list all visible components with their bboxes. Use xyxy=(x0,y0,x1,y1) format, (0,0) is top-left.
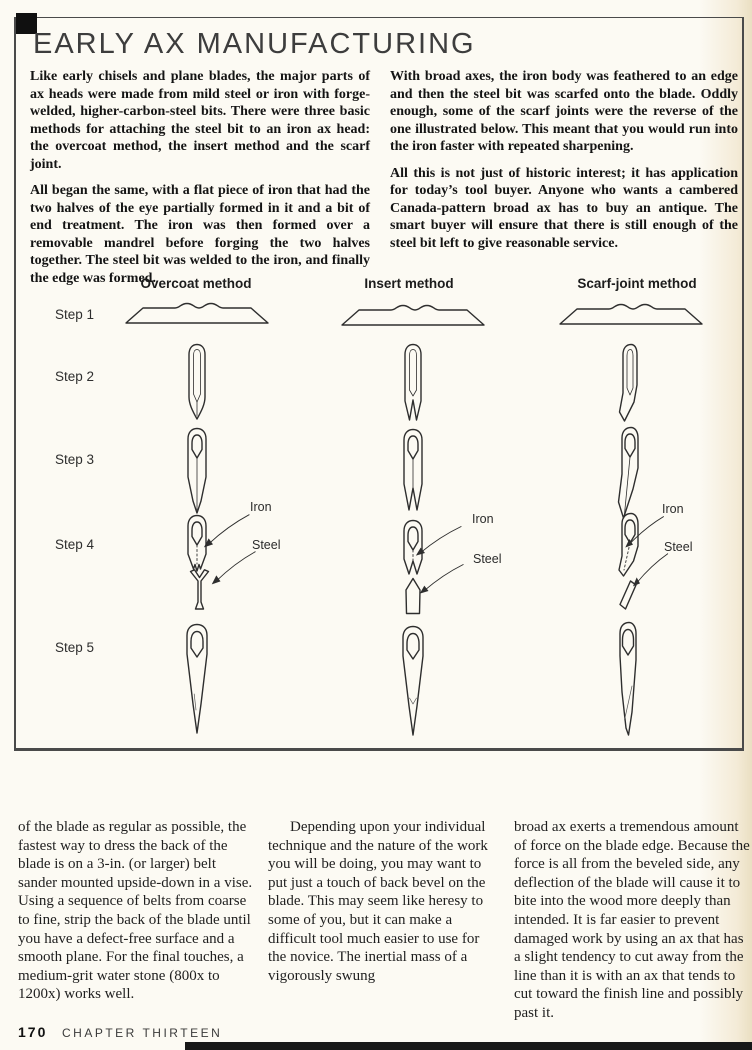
overcoat-step1-drawing xyxy=(122,301,272,327)
chapter-title: CHAPTER THIRTEEN xyxy=(62,1026,223,1040)
scarf-step3-drawing xyxy=(615,426,645,522)
intro-right-column xyxy=(390,68,738,296)
overcoat-step2-drawing xyxy=(184,343,210,421)
intro-left-column xyxy=(30,68,370,296)
iron-label: Iron xyxy=(472,512,494,526)
step-2-label: Step 2 xyxy=(55,369,95,384)
body-column-1: of the blade as regular as possible, the fastest way to dress the back of the blade is on a 3-in. (or larger) belt sander mounted upside-down in a vise. Using a sequence of belts from coarse to fine, strip the back of the blade until you have a defect-free surface and a smooth plane. For the final touches, a medium-grit water stone (800x to 1200x) works well. xyxy=(18,819,253,1003)
body-text xyxy=(18,818,750,1023)
steel-arrow xyxy=(416,562,466,596)
insert-step3-drawing xyxy=(398,428,428,516)
intro-paragraph: Like early chisels and plane blades, the major parts of ax heads were made from mild steel or iron with forge-welded, higher-carbon-steel bits. There were three basic methods for attaching the steel bit to an iron ax head: the overcoat method, the insert method and the scarf joint. xyxy=(30,69,370,172)
page-number: 170 xyxy=(18,1024,48,1040)
intro-paragraph: All this is not just of historic interest; it has application for today’s tool buyer. Anyone who wants a cambered Canada-pattern broad ax has to buy an antique. The smart buyer will ensure that there is still enough of the steel bit left to give reasonable service. xyxy=(390,165,738,251)
iron-label: Iron xyxy=(250,500,272,514)
insert-step1-drawing xyxy=(338,303,488,329)
scarf-step5-drawing xyxy=(612,620,646,738)
page-title: EARLY AX MANUFACTURING xyxy=(33,28,476,60)
column-header-insert: Insert method xyxy=(364,276,454,291)
overcoat-step5-drawing xyxy=(180,622,214,736)
iron-label: Iron xyxy=(662,502,684,516)
iron-arrow xyxy=(200,512,252,550)
column-header-overcoat: Overcoat method xyxy=(140,276,252,291)
column-header-scarf: Scarf-joint method xyxy=(577,276,697,291)
iron-arrow xyxy=(412,524,464,558)
intro-paragraph: All began the same, with a flat piece of iron that had the two halves of the eye partially formed in it and a bit of end treatment. The iron was then formed over a removable mandrel before forging the two halves together. The steel bit was welded to the iron, and finally the edge was formed. xyxy=(30,183,370,286)
steel-arrow xyxy=(630,551,670,589)
scarf-step1-drawing xyxy=(556,302,706,328)
step-5-label: Step 5 xyxy=(55,640,95,655)
scarf-step2-drawing xyxy=(617,343,643,423)
intro-paragraph: With broad axes, the iron body was feathered to an edge and then the steel bit was scarfed onto the blade. Oddly enough, some of the scarf joints were the reverse of the one illustrated below. This meant that you would run into the iron faster with repeated sharpening. xyxy=(390,69,738,154)
body-column-2: Depending upon your individual technique and the nature of the work you will be doing, you may want to put just a touch of back bevel on the blade. This may seem like heresy to some of you, but it can make a difficult tool much easier to use for the novice. The inertial mass of a vigorously swung xyxy=(268,819,488,984)
step-1-label: Step 1 xyxy=(55,307,95,322)
iron-arrow xyxy=(622,514,666,550)
insert-step2-drawing xyxy=(400,343,426,423)
steel-label: Steel xyxy=(473,552,502,566)
insert-step5-drawing xyxy=(396,624,430,738)
steel-label: Steel xyxy=(252,538,281,552)
intro-text xyxy=(30,68,738,296)
step-3-label: Step 3 xyxy=(55,452,95,467)
steel-arrow xyxy=(208,549,258,587)
body-column-3: broad ax exerts a tremendous amount of force on the blade edge. Because the force is all from the beveled side, any deflection of the blade will cause it to bite into the wood more deeply than intended. It is far easier to prevent damaged work by using an ax that has a slight tendency to cut away from the line than it is with an ax that tends to cut toward the finish line and possibly past it. xyxy=(514,819,750,1021)
step-4-label: Step 4 xyxy=(55,537,95,552)
overcoat-step3-drawing xyxy=(182,427,212,515)
footer-bar-decoration xyxy=(185,1042,752,1050)
steel-label: Steel xyxy=(664,540,693,554)
